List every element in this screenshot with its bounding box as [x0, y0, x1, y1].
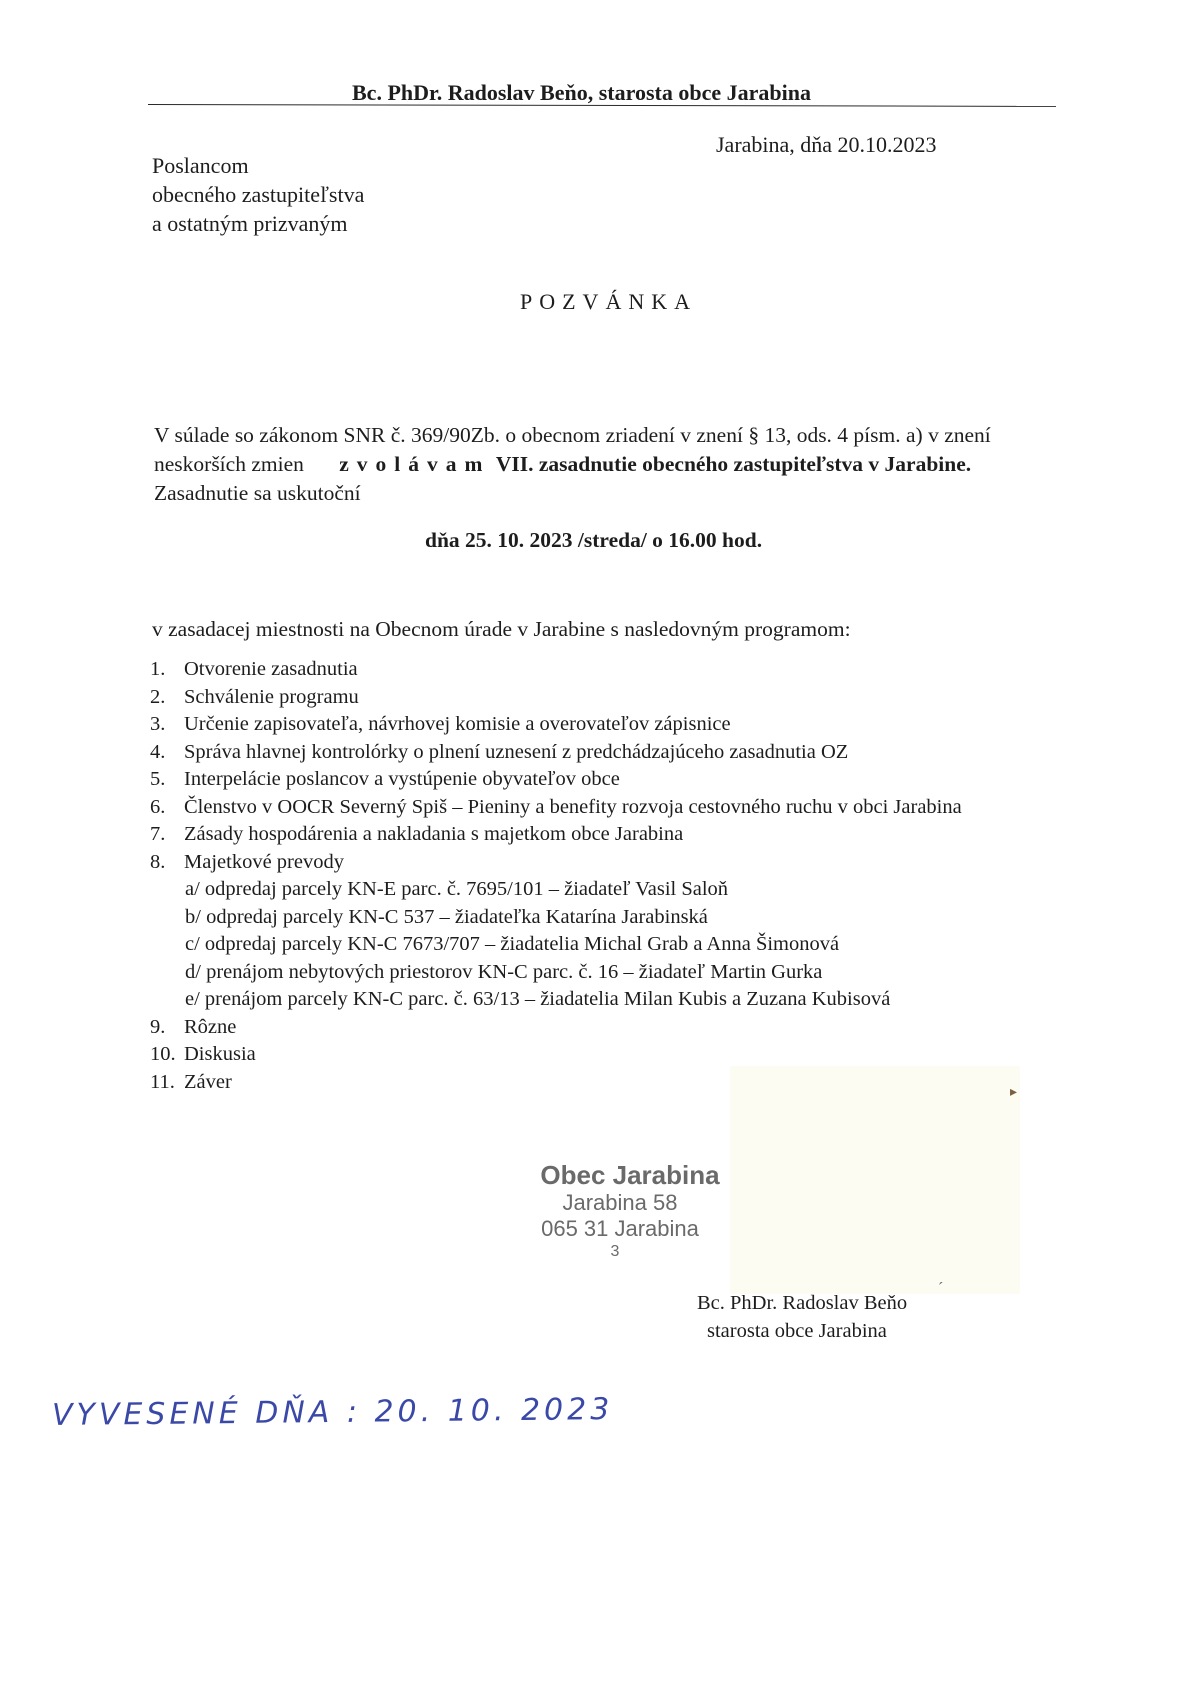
transfer-item: b/ odpredaj parcely KN-C 537 – žiadateľka Katarína Jarabinská [185, 905, 708, 928]
agenda-item [150, 656, 962, 684]
intro-line: Zasadnutie sa uskutoční [154, 481, 361, 505]
intro-line-2 [154, 450, 1054, 479]
agenda-text: Určenie zapisovateľa, návrhovej komisie a overovateľov zápisnice [184, 713, 731, 735]
transfer-item: d/ prenájom nebytových priestorov KN-C parc. č. 16 – žiadateľ Martin Gurka [185, 960, 823, 983]
agenda-item [150, 1041, 962, 1069]
agenda-number: 2. [150, 685, 166, 708]
agenda-number: 4. [150, 740, 166, 763]
agenda-item [150, 739, 962, 767]
agenda-text: Otvorenie zasadnutia [184, 658, 358, 680]
recipient-line: a ostatným prizvaným [152, 211, 348, 236]
agenda-text: Majetkové prevody [184, 850, 344, 873]
intro-line2-start: neskorších zmien [154, 452, 304, 476]
venue-line: v zasadacej miestnosti na Obecnom úrade v Jarabine s nasledovným programom: [152, 617, 851, 641]
agenda-text: Správa hlavnej kontrolórky o plnení uznesení z predchádzajúceho zasadnutia OZ [184, 740, 849, 763]
agenda-list [150, 656, 962, 1096]
agenda-number: 11. [150, 1070, 175, 1093]
intro-paragraph [154, 421, 1054, 508]
agenda-text: Členstvo v OOCR Severný Spiš – Pieniny a benefity rozvoja cestovného ruchu v obci Jarabina [184, 795, 962, 818]
agenda-item [150, 1014, 962, 1042]
signatory-role: starosta obce Jarabina [707, 1320, 887, 1342]
handwritten-posting-note: VYVESENÉ DŇA : 20. 10. 2023 [51, 1392, 614, 1433]
transfer-item: e/ prenájom parcely KN-C parc. č. 63/13 – žiadatelia Milan Kubis a Zuzana Kubisová [185, 988, 891, 1010]
agenda-item [150, 766, 962, 794]
sender-header: Bc. PhDr. Radoslav Beňo, starosta obce Jarabina [352, 80, 811, 105]
agenda-text: Zásady hospodárenia a nakladania s majetkom obce Jarabina [184, 823, 684, 845]
agenda-item [150, 821, 962, 849]
agenda-item [150, 684, 962, 712]
stamp-org: Obec Jarabina [540, 1160, 720, 1190]
agenda-text: Interpelácie poslancov a vystúpenie obyvateľov obce [184, 768, 620, 790]
place-date: Jarabina, dňa 20.10.2023 [716, 132, 937, 157]
agenda-item [150, 794, 962, 822]
agenda-text: Rôzne [184, 1015, 237, 1038]
agenda-number: 9. [150, 1015, 166, 1038]
agenda-number: 5. [150, 768, 166, 790]
stamp-street: Jarabina 58 [562, 1190, 678, 1215]
signatory-name: Bc. PhDr. Radoslav Beňo [697, 1292, 908, 1314]
signature-redaction-box [730, 1066, 1020, 1294]
agenda-number: 1. [150, 658, 166, 680]
intro-line2-bold: VII. zasadnutie obecného zastupiteľstva v Jarabine. [495, 452, 972, 476]
official-stamp [510, 1160, 730, 1262]
agenda-number: 3. [150, 713, 166, 735]
agenda-number: 6. [150, 795, 166, 818]
ink-mark: ˊ [938, 1280, 944, 1297]
agenda-text: Záver [184, 1070, 232, 1093]
transfer-item: c/ odpredaj parcely KN-C 7673/707 – žiadatelia Michal Grab a Anna Šimonová [185, 933, 840, 955]
recipient-line: Poslancom [152, 153, 249, 178]
agenda-text: Schválenie programu [184, 685, 359, 708]
agenda-item [150, 711, 962, 739]
meeting-date: dňa 25. 10. 2023 /streda/ o 16.00 hod. [425, 528, 763, 552]
document-title: POZVÁNKA [520, 289, 697, 314]
stamp-city: 065 31 Jarabina [541, 1216, 699, 1241]
transfer-item: a/ odpredaj parcely KN-E parc. č. 7695/101 – žiadateľ Vasil Saloň [185, 878, 729, 900]
intro-line: V súlade so zákonom SNR č. 369/90Zb. o obecnom zriadení v znení § 13, ods. 4 písm. a) v znení [154, 423, 991, 447]
header-rule [148, 104, 1056, 107]
agenda-number: 8. [150, 850, 166, 873]
agenda-number: 7. [150, 823, 166, 845]
intro-line2-spaced: zvolávam [339, 452, 491, 476]
ink-mark: ▸ [1010, 1085, 1018, 1100]
recipient-block [152, 151, 364, 238]
agenda-item [150, 849, 962, 877]
stamp-number: 3 [610, 1243, 620, 1260]
recipient-line: obecného zastupiteľstva [152, 182, 365, 207]
agenda-text: Diskusia [184, 1043, 256, 1065]
agenda-number: 10. [150, 1043, 176, 1065]
